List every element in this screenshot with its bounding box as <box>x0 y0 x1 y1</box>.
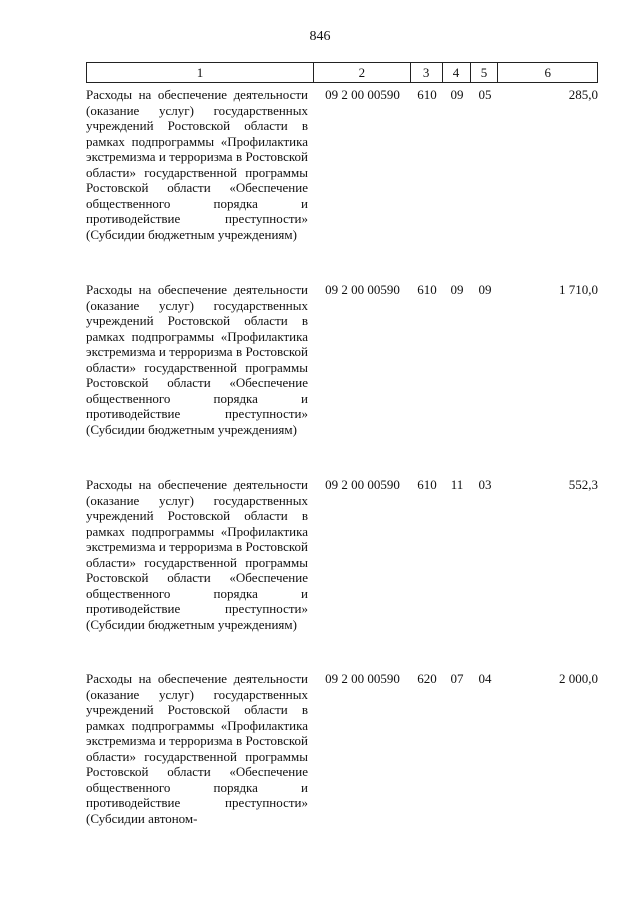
row-description: Расходы на обеспечение деятельности (оказание услуг) государственных учреждений Ростовской области в рамках подпрограммы «Профилактика экстремизма и терроризма в Ростовской области» государственной программы Ростовской области «Обеспечение общественного порядка и противодействие преступности» (Субсидии бюджетным учреждениям) <box>86 477 308 632</box>
row-amount: 552,3 <box>568 477 598 492</box>
row-target-code: 09 2 00 00590 <box>325 671 400 686</box>
budget-table <box>86 62 598 826</box>
header-col-4: 4 <box>443 63 471 82</box>
row-target-code: 09 2 00 00590 <box>325 87 400 102</box>
row-expense-type: 610 <box>417 282 437 297</box>
row-amount: 1 710,0 <box>559 282 598 297</box>
row-section: 09 <box>450 87 464 102</box>
row-section: 11 <box>450 477 464 492</box>
table-row <box>86 473 598 667</box>
row-expense-type: 610 <box>417 87 437 102</box>
row-subsection: 05 <box>478 87 492 102</box>
header-col-2: 2 <box>314 63 411 82</box>
table-row <box>86 278 598 473</box>
row-amount: 285,0 <box>568 87 598 102</box>
page-number: 846 <box>309 29 331 44</box>
table-row <box>86 83 598 278</box>
table-row <box>86 667 598 826</box>
header-col-6: 6 <box>544 65 551 80</box>
row-subsection: 09 <box>478 282 492 297</box>
row-section: 09 <box>450 282 464 297</box>
header-col-3: 3 <box>411 63 443 82</box>
row-description: Расходы на обеспечение деятельности (оказание услуг) государственных учреждений Ростовской области в рамках подпрограммы «Профилактика экстремизма и терроризма в Ростовской области» государственной программы Ростовской области «Обеспечение общественного порядка и противодействие преступности» (Субсидии автоном- <box>86 671 308 826</box>
header-col-5: 5 <box>471 63 499 82</box>
header-col-1: 1 <box>87 63 314 82</box>
row-description: Расходы на обеспечение деятельности (оказание услуг) государственных учреждений Ростовской области в рамках подпрограммы «Профилактика экстремизма и терроризма в Ростовской области» государственной программы Ростовской области «Обеспечение общественного порядка и противодействие преступности» (Субсидии бюджетным учреждениям) <box>86 87 308 242</box>
row-section: 07 <box>450 671 464 686</box>
row-description: Расходы на обеспечение деятельности (оказание услуг) государственных учреждений Ростовской области в рамках подпрограммы «Профилактика экстремизма и терроризма в Ростовской области» государственной программы Ростовской области «Обеспечение общественного порядка и противодействие преступности» (Субсидии бюджетным учреждениям) <box>86 282 308 437</box>
row-target-code: 09 2 00 00590 <box>325 477 400 492</box>
row-subsection: 04 <box>478 671 492 686</box>
row-target-code: 09 2 00 00590 <box>325 282 400 297</box>
table-header-row <box>86 62 598 83</box>
row-expense-type: 610 <box>417 477 437 492</box>
row-expense-type: 620 <box>417 671 437 686</box>
row-amount: 2 000,0 <box>559 671 598 686</box>
row-subsection: 03 <box>478 477 492 492</box>
